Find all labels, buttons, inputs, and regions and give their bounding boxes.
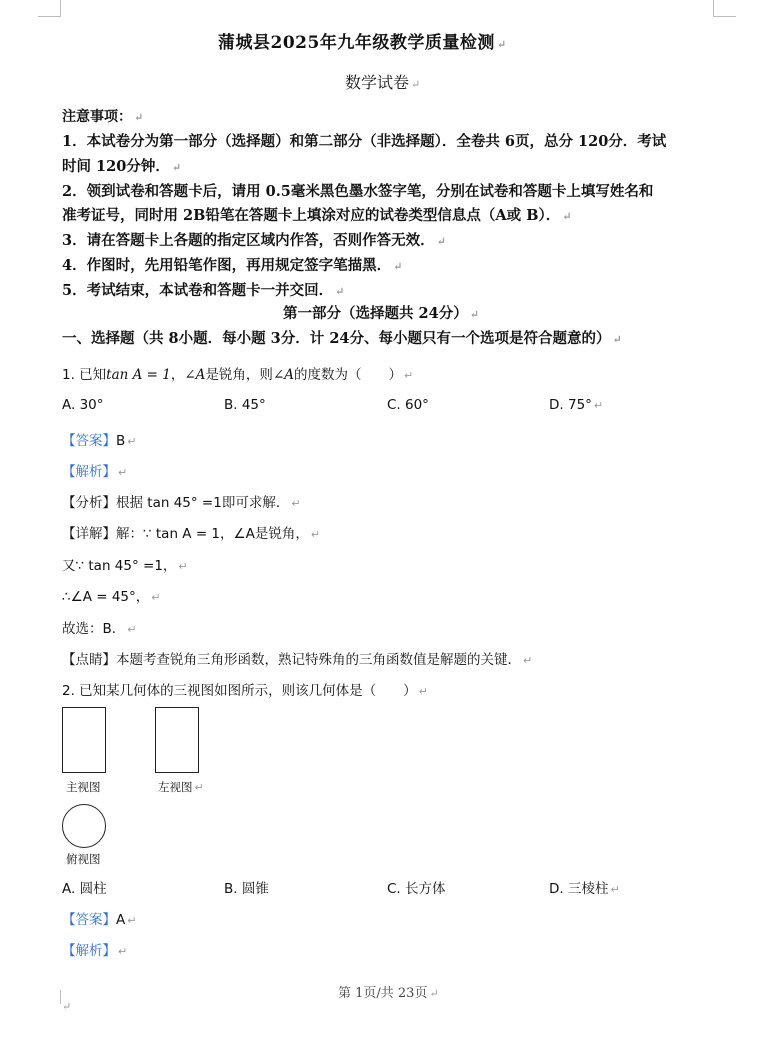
q1-dianjing: 【点睛】本题考查锐角三角形函数，熟记特殊角的三角函数值是解题的关键． ↵: [62, 652, 533, 668]
q1-fenxi: 【分析】根据 tan 45° =1即可求解． ↵: [62, 495, 301, 511]
q1-option-b: B. 45°: [224, 397, 266, 413]
part1-heading: 第一部分（选择题共 24分） ↵: [283, 305, 479, 322]
top-view-circle: [62, 804, 106, 848]
document-subtitle: 数学试卷 ↵: [345, 73, 421, 92]
q1-option-c: C. 60°: [387, 397, 429, 413]
q2-answer: 【答案】A ↵: [62, 912, 137, 928]
q2-analysis-tag: 【解析】 ↵: [62, 943, 128, 959]
front-view-label: 主视图: [66, 780, 101, 794]
q1-step-2: 又∵ tan 45° =1， ↵: [62, 558, 188, 574]
notice-item-2-cont: 准考证号，同时用 2B铅笔在答题卡上填涂对应的试卷类型信息点（A或 B）． ↵: [62, 207, 572, 224]
side-view-rectangle: [155, 707, 199, 773]
section-heading: 一、选择题（共 8小题．每小题 3分．计 24分、每小题只有一个选项是符合题意的） ↵: [62, 330, 622, 347]
q2-stem: 2. 已知某几何体的三视图如图所示，则该几何体是（ ） ↵: [62, 683, 428, 699]
q2-option-a: A. 圆柱: [62, 881, 107, 897]
notice-item-1-cont: 时间 120分钟． ↵: [62, 158, 182, 175]
top-view-label: 俯视图: [66, 852, 101, 866]
q1-analysis-tag: 【解析】 ↵: [62, 464, 128, 480]
notice-item-3: 3．请在答题卡上各题的指定区域内作答，否则作答无效． ↵: [62, 232, 446, 249]
q1-step-3: ∴∠A = 45°， ↵: [62, 589, 161, 605]
paragraph-mark: ↵: [62, 1000, 72, 1013]
q2-option-c: C. 长方体: [387, 881, 446, 897]
page-number: 第 1页/共 23页 ↵: [338, 986, 439, 1001]
notice-heading: 注意事项： ↵: [62, 109, 144, 125]
q1-option-d: D. 75° ↵: [549, 397, 604, 413]
corner-mark-top-right: [713, 0, 736, 17]
notice-item-1: 1．本试卷分为第一部分（选择题）和第二部分（非选择题）．全卷共 6页，总分 120分．考试: [62, 133, 667, 150]
q2-option-b: B. 圆锥: [224, 881, 269, 897]
document-title: 蒲城县2025年九年级教学质量检测 ↵: [218, 33, 507, 53]
q2-option-d: D. 三棱柱 ↵: [549, 881, 620, 897]
side-view-label: 左视图 ↵: [158, 780, 204, 794]
front-view-rectangle: [62, 707, 106, 773]
corner-mark-bottom-left: [38, 990, 61, 1004]
q1-option-a: A. 30°: [62, 397, 104, 413]
notice-item-2: 2．领到试卷和答题卡后，请用 0.5毫米黑色墨水签字笔，分别在试卷和答题卡上填写姓名和: [62, 183, 654, 200]
notice-item-4: 4．作图时，先用铅笔作图，再用规定签字笔描黑． ↵: [62, 257, 403, 274]
notice-item-5: 5．考试结束，本试卷和答题卡一并交回． ↵: [62, 282, 345, 299]
q1-stem: 1. 已知tan A = 1，∠A是锐角，则∠A的度数为（ ） ↵: [62, 367, 414, 383]
q1-step-4: 故选：B． ↵: [62, 621, 137, 637]
q1-xiangjie: 【详解】解：∵ tan A = 1，∠A是锐角， ↵: [62, 526, 321, 542]
corner-mark-top-left: [38, 0, 61, 17]
q1-answer: 【答案】B ↵: [62, 433, 137, 449]
